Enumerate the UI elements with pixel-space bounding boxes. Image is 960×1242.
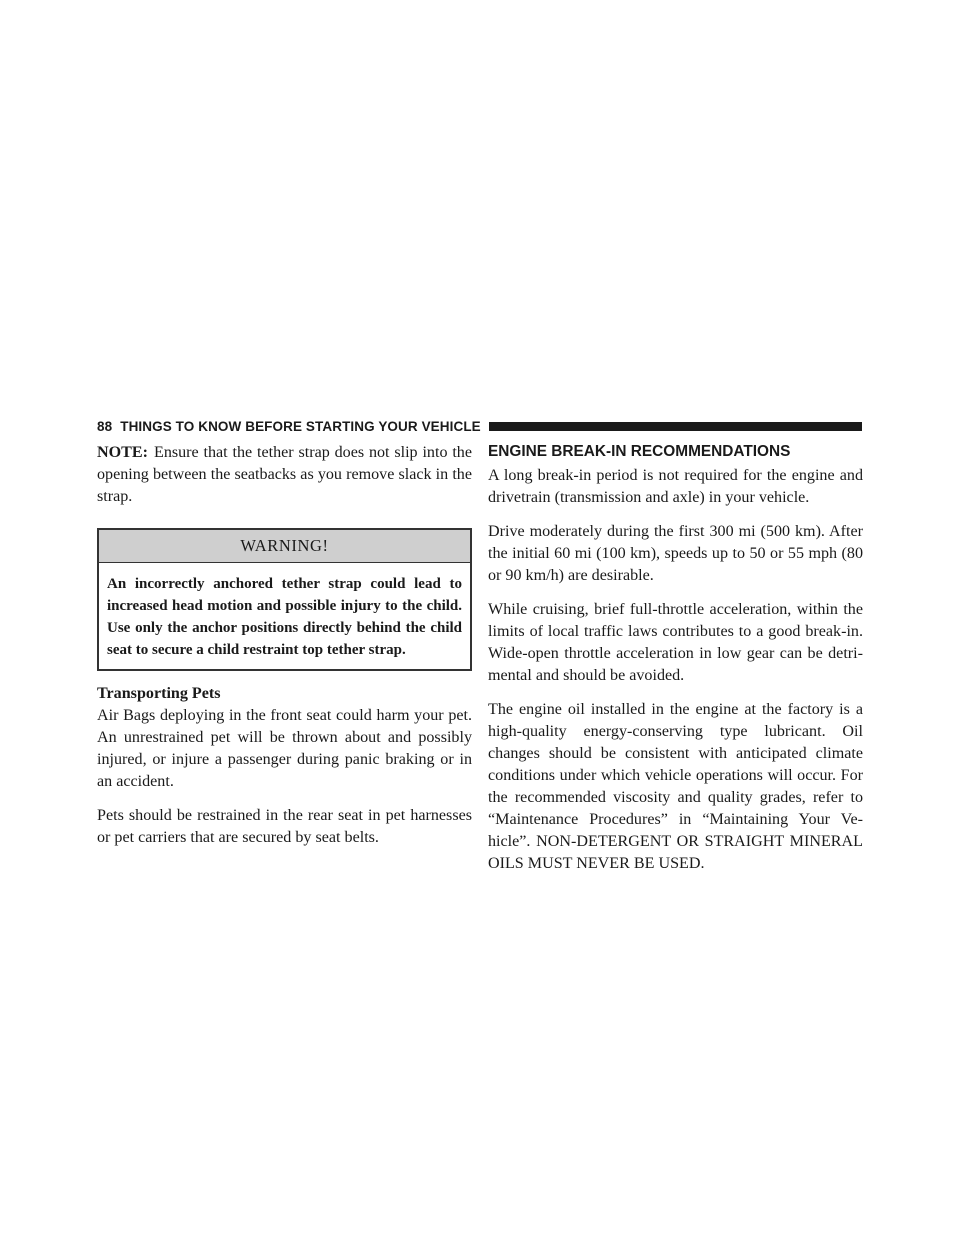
warning-box: [97, 528, 472, 671]
section-heading: ENGINE BREAK-IN RECOMMENDATIONS: [488, 443, 791, 460]
note-paragraph: [97, 442, 472, 508]
breakin-paragraph-2: Drive moderately during the first 300 mi (500 km). After the initial 60 mi (100 km), speeds up to 50 or 55 mph (80 or 90 km/h) are desirable.: [488, 523, 863, 584]
pets-heading: Transporting Pets: [97, 685, 221, 702]
chapter-title: THINGS TO KNOW BEFORE STARTING YOUR VEHICLE: [120, 418, 481, 434]
warning-title: WARNING!: [99, 530, 470, 563]
breakin-paragraph-3: While cruising, brief full-throttle acceleration, within the limits of local traffic laws contributes to a good break-in. Wide-open throttle acceleration in low gear can be detri-mental and should be avoided.: [488, 601, 863, 684]
page-header: [97, 417, 862, 435]
header-label: [97, 419, 481, 434]
warning-body: An incorrectly anchored tether strap could lead to increased head motion and possible injury to the child. Use only the anchor positions directly behind the child seat to secure a child restraint top tether strap.: [107, 576, 462, 658]
breakin-paragraph-4: The engine oil installed in the engine at the factory is a high-quality energy-conserving type lubricant. Oil changes should be consistent with anticipated climate conditions under which vehicle operations will occur. For the recommended viscosity and quality grades, refer to “Maintenance Procedures” in “Maintaining Your Ve-hicle”. NON-DETERGENT OR STRAIGHT MINERAL OILS MUST NEVER BE USED.: [488, 701, 863, 872]
pets-paragraph-1: Air Bags deploying in the front seat could harm your pet. An unrestrained pet will be thrown about and possibly injured, or injure a passenger during panic braking or in an accident.: [97, 707, 472, 790]
header-rule: [489, 422, 862, 431]
note-text: Ensure that the tether strap does not slip into the opening between the seatbacks as you remove slack in the strap.: [97, 444, 472, 505]
left-column: [97, 442, 472, 849]
pets-paragraph-2: Pets should be restrained in the rear seat in pet harnesses or pet carriers that are secured by seat belts.: [97, 807, 472, 846]
page-number: 88: [97, 418, 113, 434]
note-label: NOTE:: [97, 444, 148, 461]
right-column: [488, 442, 863, 875]
breakin-paragraph-1: A long break-in period is not required for the engine and drivetrain (transmission and axle) in your vehicle.: [488, 467, 863, 506]
